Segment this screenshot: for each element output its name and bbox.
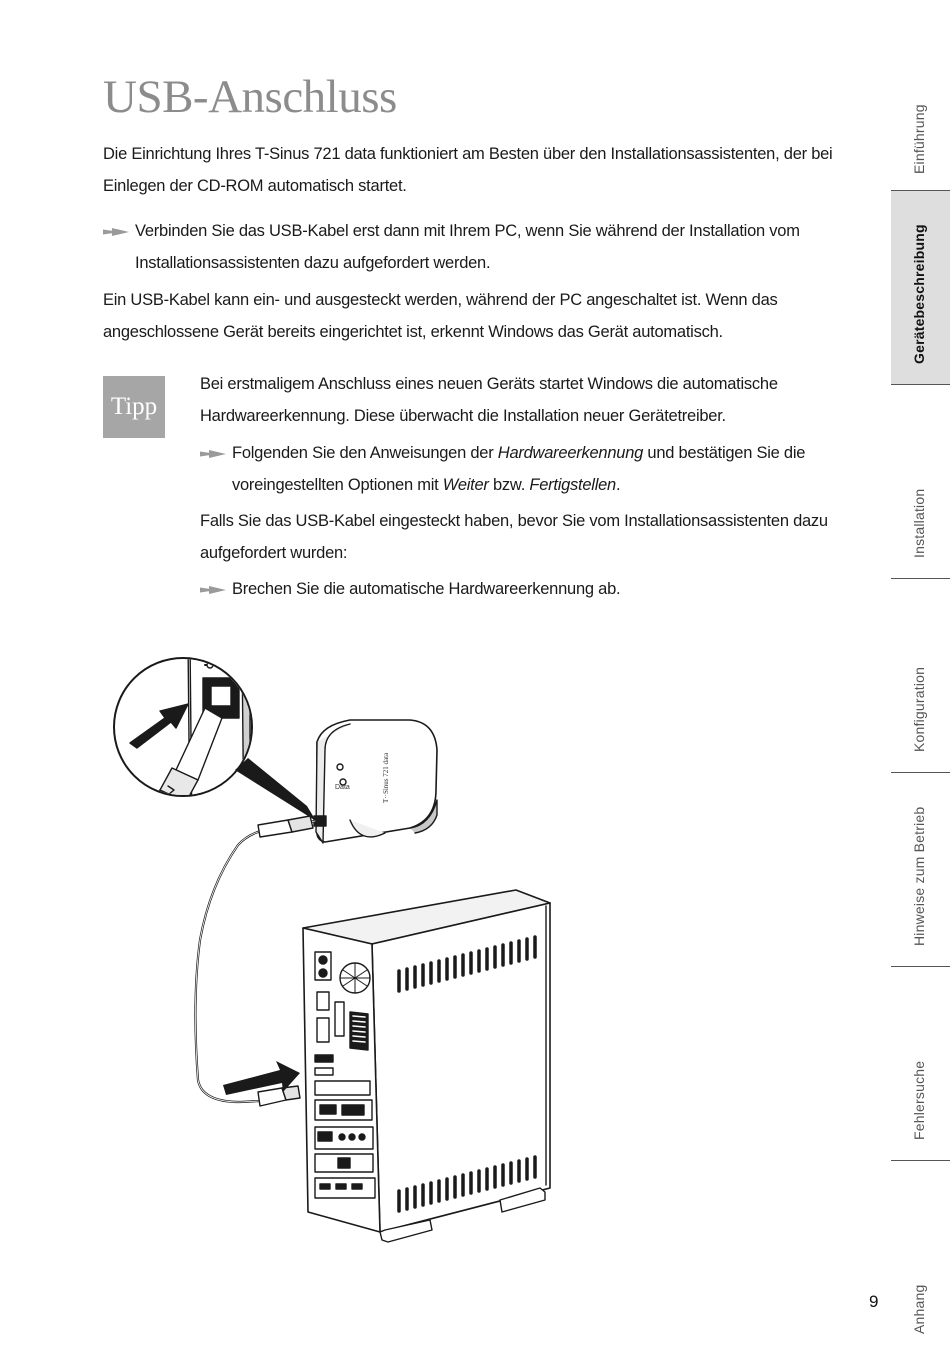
tab-divider xyxy=(891,578,950,579)
page-title: USB-Anschluss xyxy=(103,71,397,123)
tab-divider xyxy=(891,772,950,773)
step-text: Brechen Sie die automatische Hardwareerkennung ab. xyxy=(232,580,621,598)
device-brand-label: T··Sinus 721 data xyxy=(382,752,390,803)
tab-label: Anhang xyxy=(911,1284,927,1334)
tab-label: Hinweise zum Betrieb xyxy=(911,806,927,946)
step-text-part: Folgenden Sie den Anweisungen der xyxy=(232,444,498,462)
data-led-label: Data xyxy=(335,784,350,791)
tab-konfiguration[interactable] xyxy=(891,578,950,772)
arrow-bullet-icon xyxy=(103,228,129,236)
tab-label: Konfiguration xyxy=(911,666,927,752)
tab-geraetebeschreibung[interactable] xyxy=(891,190,950,384)
usb-connection-illustration xyxy=(110,640,570,1250)
tab-hinweise-zum-betrieb[interactable] xyxy=(891,772,950,966)
hardwareerkennung-term: Hardwareerkennung xyxy=(497,444,644,462)
tab-label: Fehlersuche xyxy=(911,1060,927,1140)
step-text-part: . xyxy=(615,476,621,494)
tab-divider xyxy=(891,190,950,191)
step-text-part: bzw. xyxy=(488,476,530,494)
tab-divider xyxy=(891,1160,950,1161)
step-text xyxy=(232,437,879,501)
tipp-badge: Tipp xyxy=(103,376,165,438)
step-cancel-detection xyxy=(200,573,879,605)
arrow-bullet-icon xyxy=(200,450,226,458)
tab-einfuehrung[interactable] xyxy=(891,0,950,194)
tab-fehlersuche[interactable] xyxy=(891,966,950,1160)
chapter-navigation xyxy=(891,0,950,1351)
intro-paragraph: Die Einrichtung Ihres T-Sinus 721 data funktioniert am Besten über den Installationsassistenten, der bei Einlegen der CD-ROM automatisch startet. xyxy=(103,145,833,195)
tab-label: Gerätebeschreibung xyxy=(911,224,927,364)
tip-paragraph-2: Falls Sie das USB-Kabel eingesteckt haben, bevor Sie vom Installationsassistenten dazu aufgefordert wurden: xyxy=(200,512,828,562)
tip-paragraph: Bei erstmaligem Anschluss eines neuen Geräts startet Windows die automatische Hardwareerkennung. Diese überwacht die Installation neuer Gerätetreiber. xyxy=(200,375,778,425)
step-follow-wizard xyxy=(200,437,879,501)
tab-anhang[interactable] xyxy=(891,1160,950,1354)
tab-installation[interactable] xyxy=(891,384,950,578)
step-text: Verbinden Sie das USB-Kabel erst dann mit Ihrem PC, wenn Sie während der Installation vom Installationsassistenten dazu aufgefordert werden. xyxy=(135,222,800,272)
tab-label: Einführung xyxy=(911,104,927,174)
page-number: 9 xyxy=(869,1292,879,1311)
weiter-term: Weiter xyxy=(442,476,489,494)
step-text-part: und bestätigen Sie die voreingestellten Optionen mit xyxy=(232,444,806,494)
usb-cable xyxy=(195,821,315,1102)
tab-divider xyxy=(891,384,950,385)
step-connect-usb xyxy=(103,215,879,279)
fertigstellen-term: Fertigstellen xyxy=(529,476,616,494)
arrow-bullet-icon xyxy=(200,586,226,594)
pc-tower xyxy=(303,890,550,1242)
tab-divider xyxy=(891,966,950,967)
usb-port-zoom-detail xyxy=(114,640,252,840)
hotplug-paragraph: Ein USB-Kabel kann ein- und ausgesteckt werden, während der PC angeschaltet ist. Wenn das angeschlossene Gerät bereits eingerichtet ist, erkennt Windows das Gerät automatisch. xyxy=(103,291,778,341)
tab-label: Installation xyxy=(911,488,927,558)
t-sinus-device xyxy=(314,720,437,843)
